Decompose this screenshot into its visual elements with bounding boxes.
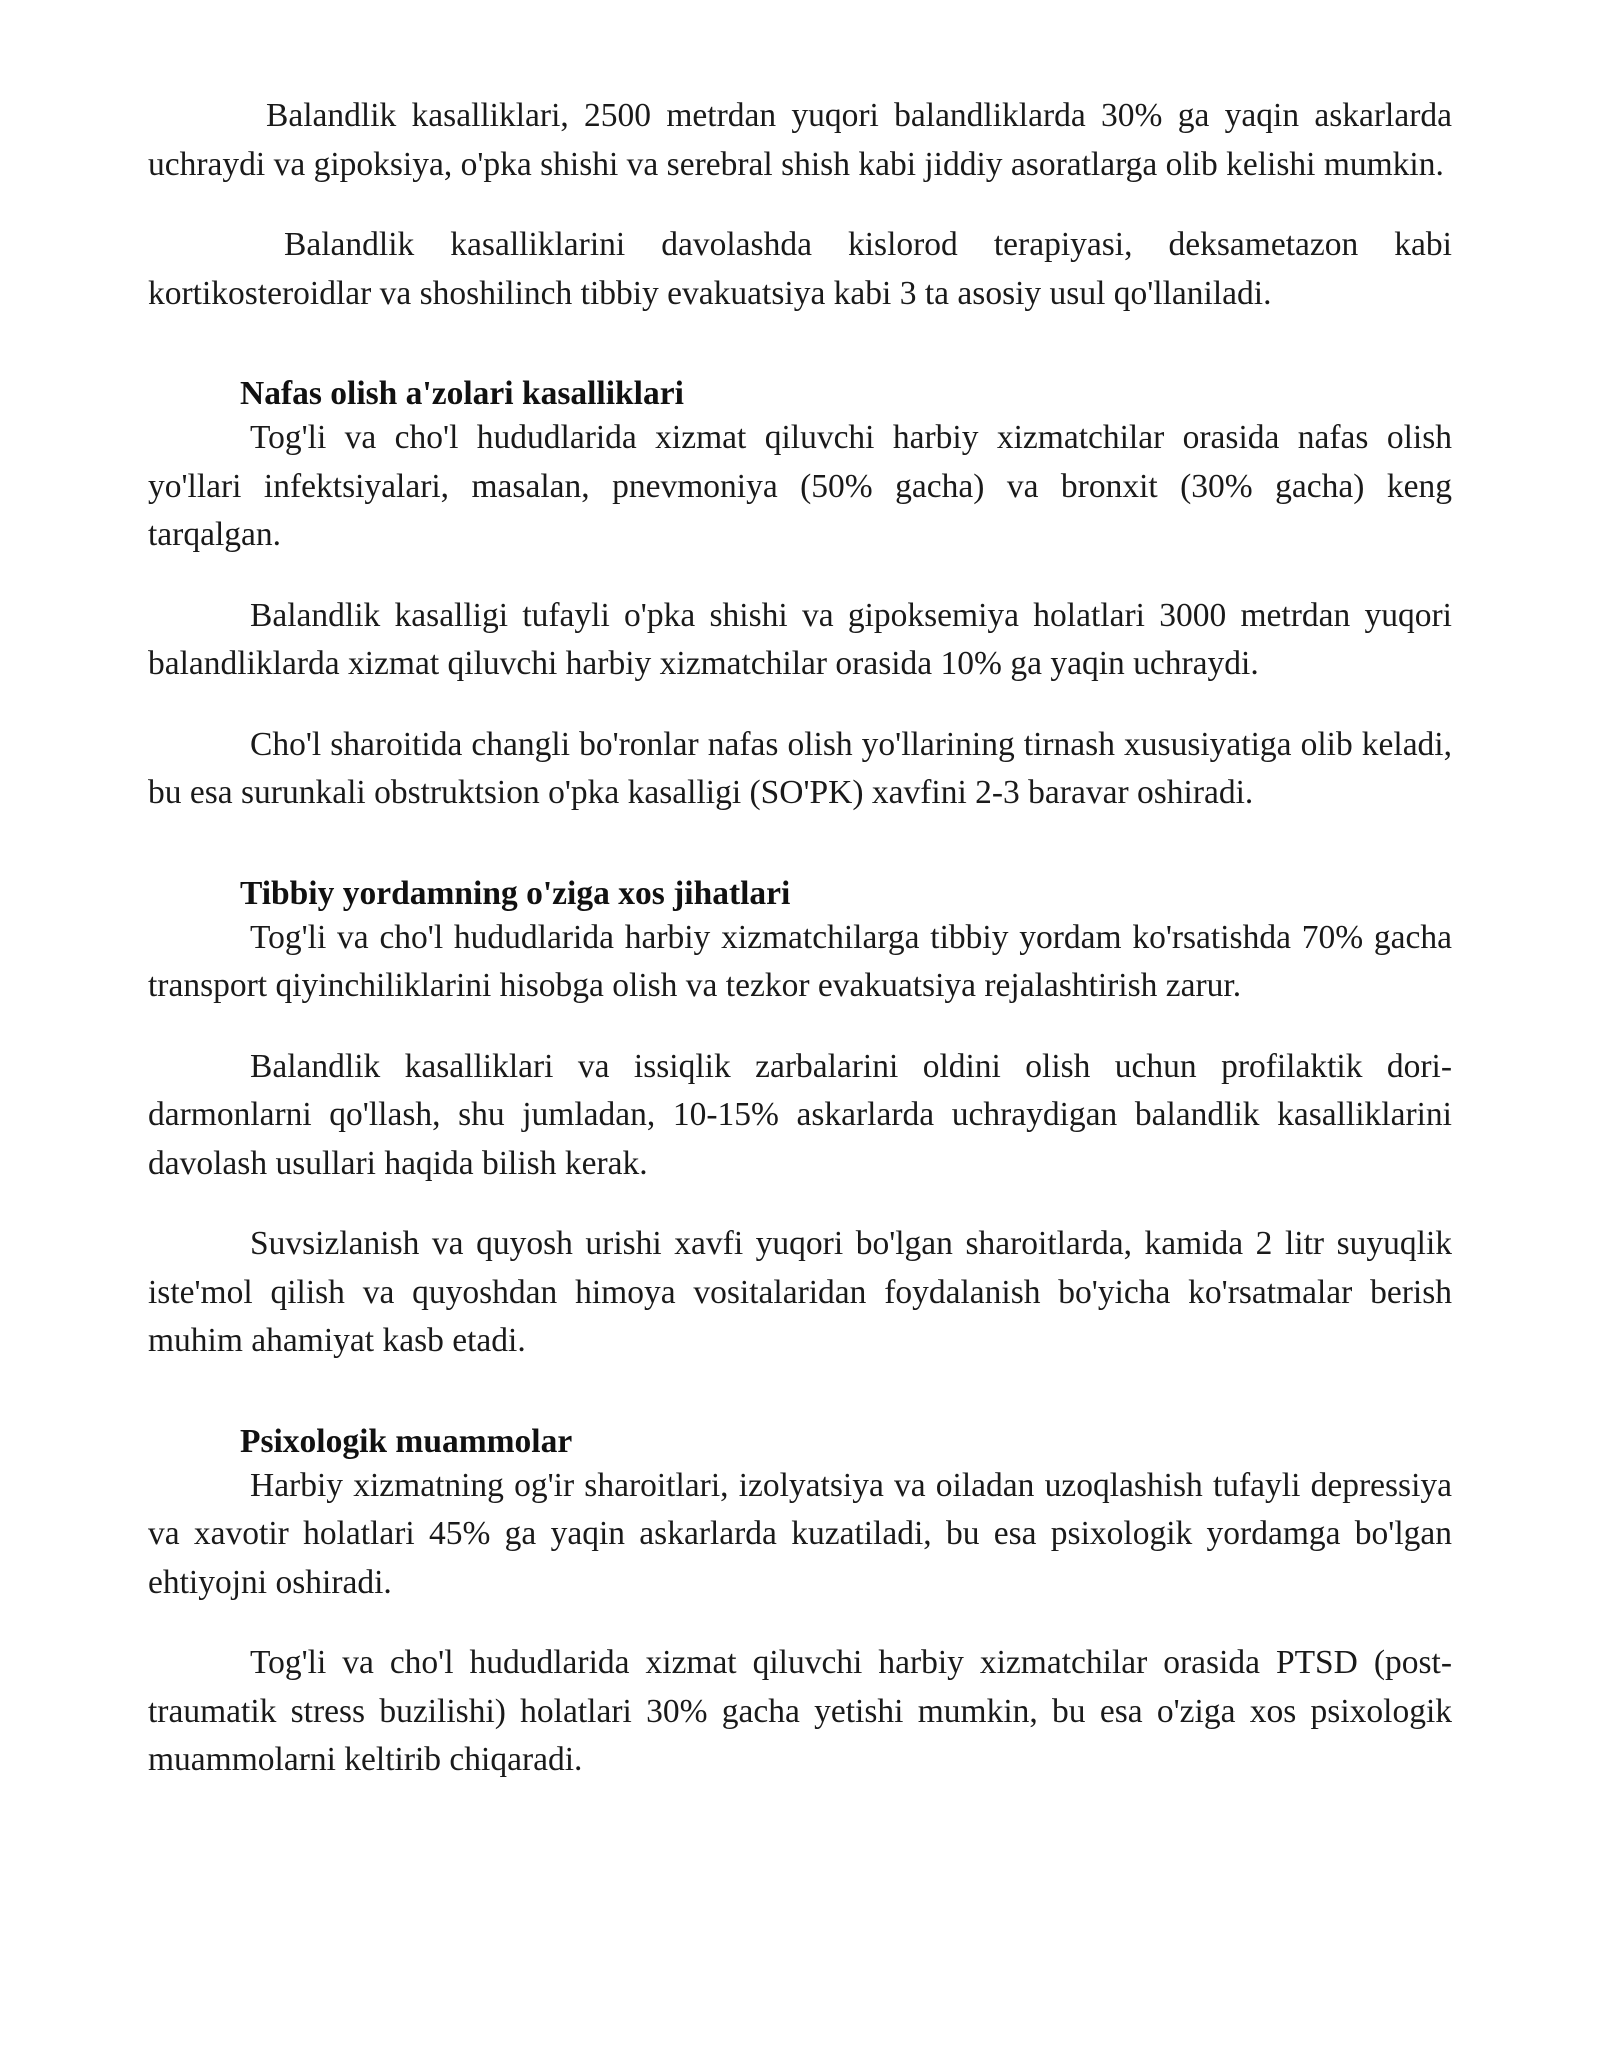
section-medical-care-features — [148, 870, 1452, 1366]
section-heading: Tibbiy yordamning o'ziga xos jihatlari — [240, 874, 791, 912]
paragraph: Balandlik kasalliklari va issiqlik zarbalarini oldini olish uchun profilaktik dori-darmonlarni qo'llash, shu jumladan, 10-15% askarlarda uchraydigan balandlik kasalliklarini davolash usullari haqida bilish kerak. — [148, 1047, 1452, 1182]
paragraph: Cho'l sharoitida changli bo'ronlar nafas olish yo'llarining tirnash xususiyatiga olib keladi, bu esa surunkali obstruktsion o'pka kasalligi (SO'PK) xavfini 2-3 baravar oshiradi. — [148, 725, 1452, 811]
section-respiratory-diseases — [148, 370, 1452, 818]
section-intro — [148, 92, 1452, 318]
paragraph: Balandlik kasalligi tufayli o'pka shishi va gipoksemiya holatlari 3000 metrdan yuqori balandliklarda xizmat qiluvchi harbiy xizmatchilar orasida 10% ga yaqin uchraydi. — [148, 596, 1452, 682]
paragraph: Harbiy xizmatning og'ir sharoitlari, izolyatsiya va oiladan uzoqlashish tufayli depressiya va xavotir holatlari 45% ga yaqin askarlarda kuzatiladi, bu esa psixologik yordamga bo'lgan ehtiyojni oshiradi. — [148, 1466, 1452, 1601]
section-psychological-problems — [148, 1418, 1452, 1785]
paragraph: Suvsizlanish va quyosh urishi xavfi yuqori bo'lgan sharoitlarda, kamida 2 litr suyuqlik iste'mol qilish va quyoshdan himoya vositalaridan foydalanish bo'yicha ko'rsatmalar berish muhim ahamiyat kasb etadi. — [148, 1225, 1452, 1359]
section-heading: Nafas olish a'zolari kasalliklari — [240, 375, 684, 412]
paragraph: Balandlik kasalliklari, 2500 metrdan yuqori balandliklarda 30% ga yaqin askarlarda uchraydi va gipoksiya, o'pka shishi va serebral shish kabi jiddiy asoratlarga olib kelishi mumkin. — [148, 97, 1452, 183]
paragraph: Tog'li va cho'l hududlarida harbiy xizmatchilarga tibbiy yordam ko'rsatishda 70% gacha transport qiyinchiliklarini hisobga olish va tezkor evakuatsiya rejalashtirish zarur. — [148, 918, 1452, 1004]
paragraph: Tog'li va cho'l hududlarida xizmat qiluvchi harbiy xizmatchilar orasida PTSD (post-traumatik stress buzilishi) holatlari 30% gacha yetishi mumkin, bu esa o'ziga xos psixologik muammolarni keltirib chiqaradi. — [148, 1644, 1452, 1778]
paragraph: Balandlik kasalliklarini davolashda kislorod terapiyasi, deksametazon kabi kortikosteroidlar va shoshilinch tibbiy evakuatsiya kabi 3 ta asosiy usul qo'llaniladi. — [148, 226, 1452, 312]
document-page — [148, 92, 1452, 1817]
paragraph: Tog'li va cho'l hududlarida xizmat qiluvchi harbiy xizmatchilar orasida nafas olish yo'llari infektsiyalari, masalan, pnevmoniya (50% gacha) va bronxit (30% gacha) keng tarqalgan. — [148, 419, 1452, 553]
section-heading: Psixologik muammolar — [240, 1422, 573, 1460]
